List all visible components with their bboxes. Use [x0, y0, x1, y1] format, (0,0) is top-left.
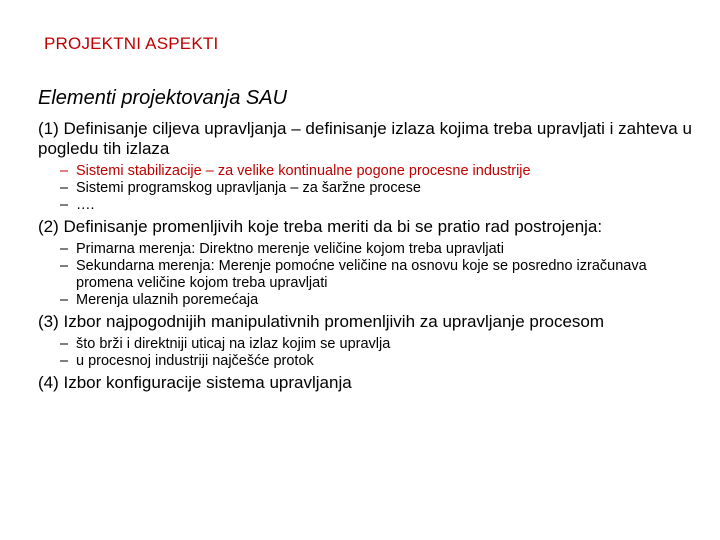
item-4-text: (4) Izbor konfiguracije sistema upravljanja — [38, 373, 352, 392]
item-3-text: (3) Izbor najpogodnijih manipulativnih promenljivih za upravljanje procesom — [38, 312, 605, 331]
dash-marker: – — [60, 292, 69, 308]
item-1-sub-3: – …. — [60, 197, 95, 213]
dash-marker: – — [60, 336, 69, 352]
dash-marker: – — [60, 163, 69, 179]
slide-content — [38, 119, 698, 393]
item-1-text: (1) Definisanje ciljeva upravljanja – definisanje izlaza kojima treba upravljati i zahteva u pogledu tih izlaza — [38, 119, 692, 158]
item-1-sub-2: – Sistemi programskog upravljanja – za šaržne procese — [60, 180, 421, 196]
dash-marker: – — [60, 241, 69, 257]
item-2-sub-3: – Merenja ulaznih poremećaja — [60, 292, 259, 308]
dash-marker: – — [60, 353, 69, 369]
item-3-subs — [38, 336, 698, 370]
item-2-text: (2) Definisanje promenljivih koje treba meriti da bi se pratio rad postrojenja: — [38, 217, 603, 236]
item-1-sub-1: – Sistemi stabilizacije – za velike kontinualne pogone procesne industrije — [60, 163, 531, 179]
item-3-sub-2: – u procesnoj industriji najčešće protok — [60, 353, 314, 369]
dash-marker: – — [60, 180, 69, 196]
dash-marker: – — [60, 258, 69, 274]
item-2-subs — [38, 241, 698, 309]
slide-subtitle: Elementi projektovanja SAU — [38, 87, 288, 109]
slide-header: PROJEKTNI ASPEKTI — [44, 34, 219, 53]
item-1-subs — [38, 163, 698, 214]
item-2-sub-2: – Sekundarna merenja: Merenje pomoćne veličine na osnovu koje se posredno izračunava promena veličine kojom treba upravljati — [60, 258, 647, 291]
dash-marker: – — [60, 197, 69, 213]
item-3-sub-1: – što brži i direktniji uticaj na izlaz kojim se upravlja — [60, 336, 391, 352]
item-2-sub-1: – Primarna merenja: Direktno merenje veličine kojom treba upravljati — [60, 241, 504, 257]
